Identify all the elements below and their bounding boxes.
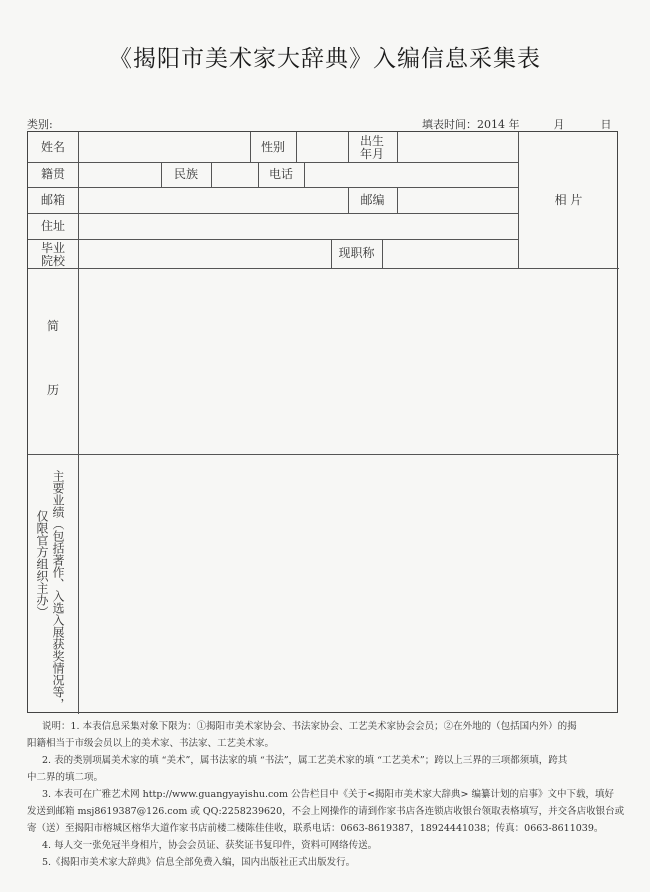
- name-label: 姓名: [40, 139, 65, 154]
- row-line: [28, 187, 518, 188]
- note-line: 2. 表的类别项属美术家的填 “美术”，属书法家的填 “书法”，属工艺美术家的填 “工艺美术”；跨以上三界的三项都须填，跨其: [42, 755, 568, 766]
- cell-line: [397, 187, 398, 213]
- resume-label-1: 简: [46, 318, 59, 333]
- row-line: [28, 213, 518, 214]
- date-field[interactable]: [422, 116, 612, 132]
- note-line: 4. 每人交一张免冠半身相片，协会会员证、获奖证书复印件，资料可网络传送。: [42, 840, 378, 851]
- note-line: 5.《揭阳市美术家大辞典》信息全部免费入编，国内出版社正式出版发行。: [42, 857, 356, 868]
- category-field[interactable]: [27, 116, 296, 132]
- resume-input-area[interactable]: [79, 269, 618, 453]
- achievements-input-area[interactable]: [79, 455, 618, 713]
- day-label: 日: [600, 118, 612, 131]
- ethnic-label: 民族: [173, 167, 198, 181]
- title-label: 现职称: [338, 246, 375, 260]
- cell-line: [348, 132, 349, 162]
- note-line: 寄（送）至揭阳市榕城区榕华大道作家书店前楼二楼陈佳佳收，联系电话：0663-8619387，18924441038；传真：0663-8611039。: [27, 823, 604, 834]
- gender-label: 性别: [260, 139, 285, 154]
- row-line: [28, 239, 518, 240]
- cell-line: [304, 162, 305, 187]
- date-label: 填表时间：2014 年: [422, 118, 520, 131]
- photo-area[interactable]: 相 片: [554, 192, 583, 207]
- cell-line: [382, 239, 383, 268]
- address-label: 住址: [40, 218, 65, 233]
- page-title: 《揭阳市美术家大辞典》入编信息采集表: [109, 46, 541, 72]
- category-label: 类别:: [27, 118, 53, 131]
- postcode-label: 邮编: [360, 192, 385, 207]
- note-line: 阳籍相当于市级会员以上的美术家、书法家、工艺美术家。: [27, 738, 275, 749]
- month-label: 月: [553, 118, 565, 131]
- resume-label-2: 历: [46, 382, 59, 397]
- info-form-table: [27, 131, 618, 713]
- email-label: 邮箱: [40, 192, 65, 207]
- cell-line: [211, 162, 212, 187]
- native-place-label: 籍贯: [40, 167, 65, 181]
- birth-label: 出生年月: [359, 134, 384, 161]
- cell-line: [296, 132, 297, 162]
- phone-label: 电话: [268, 167, 293, 181]
- note-line: 3. 本表可在广雅艺术网 http://www.guangyayishu.com 公告栏目中《关于<揭阳市美术家大辞典> 编纂计划的启事》文中下载，填好: [42, 789, 614, 800]
- school-label: 毕业院校: [40, 240, 65, 268]
- notes-section: [27, 718, 627, 871]
- achievements-label-2: 仅限官方组织主办）: [35, 510, 49, 618]
- cell-line: [397, 132, 398, 162]
- achievements-label-1: 主要业绩（包括著作、入选入展获奖情况等，: [51, 470, 65, 710]
- note-line: 发送到邮箱 msj8619387@126.com 或 QQ:2258239620，不会上网操作的请到作家书店各连锁店收银台领取表格填写，并交各店收银台或: [27, 806, 625, 817]
- note-line: 中二界的填二项。: [27, 772, 104, 783]
- note-line: 说明：1. 本表信息采集对象下限为：①揭阳市美术家协会、书法家协会、工艺美术家协会会员；②在外地的（包括国内外）的揭: [42, 721, 577, 732]
